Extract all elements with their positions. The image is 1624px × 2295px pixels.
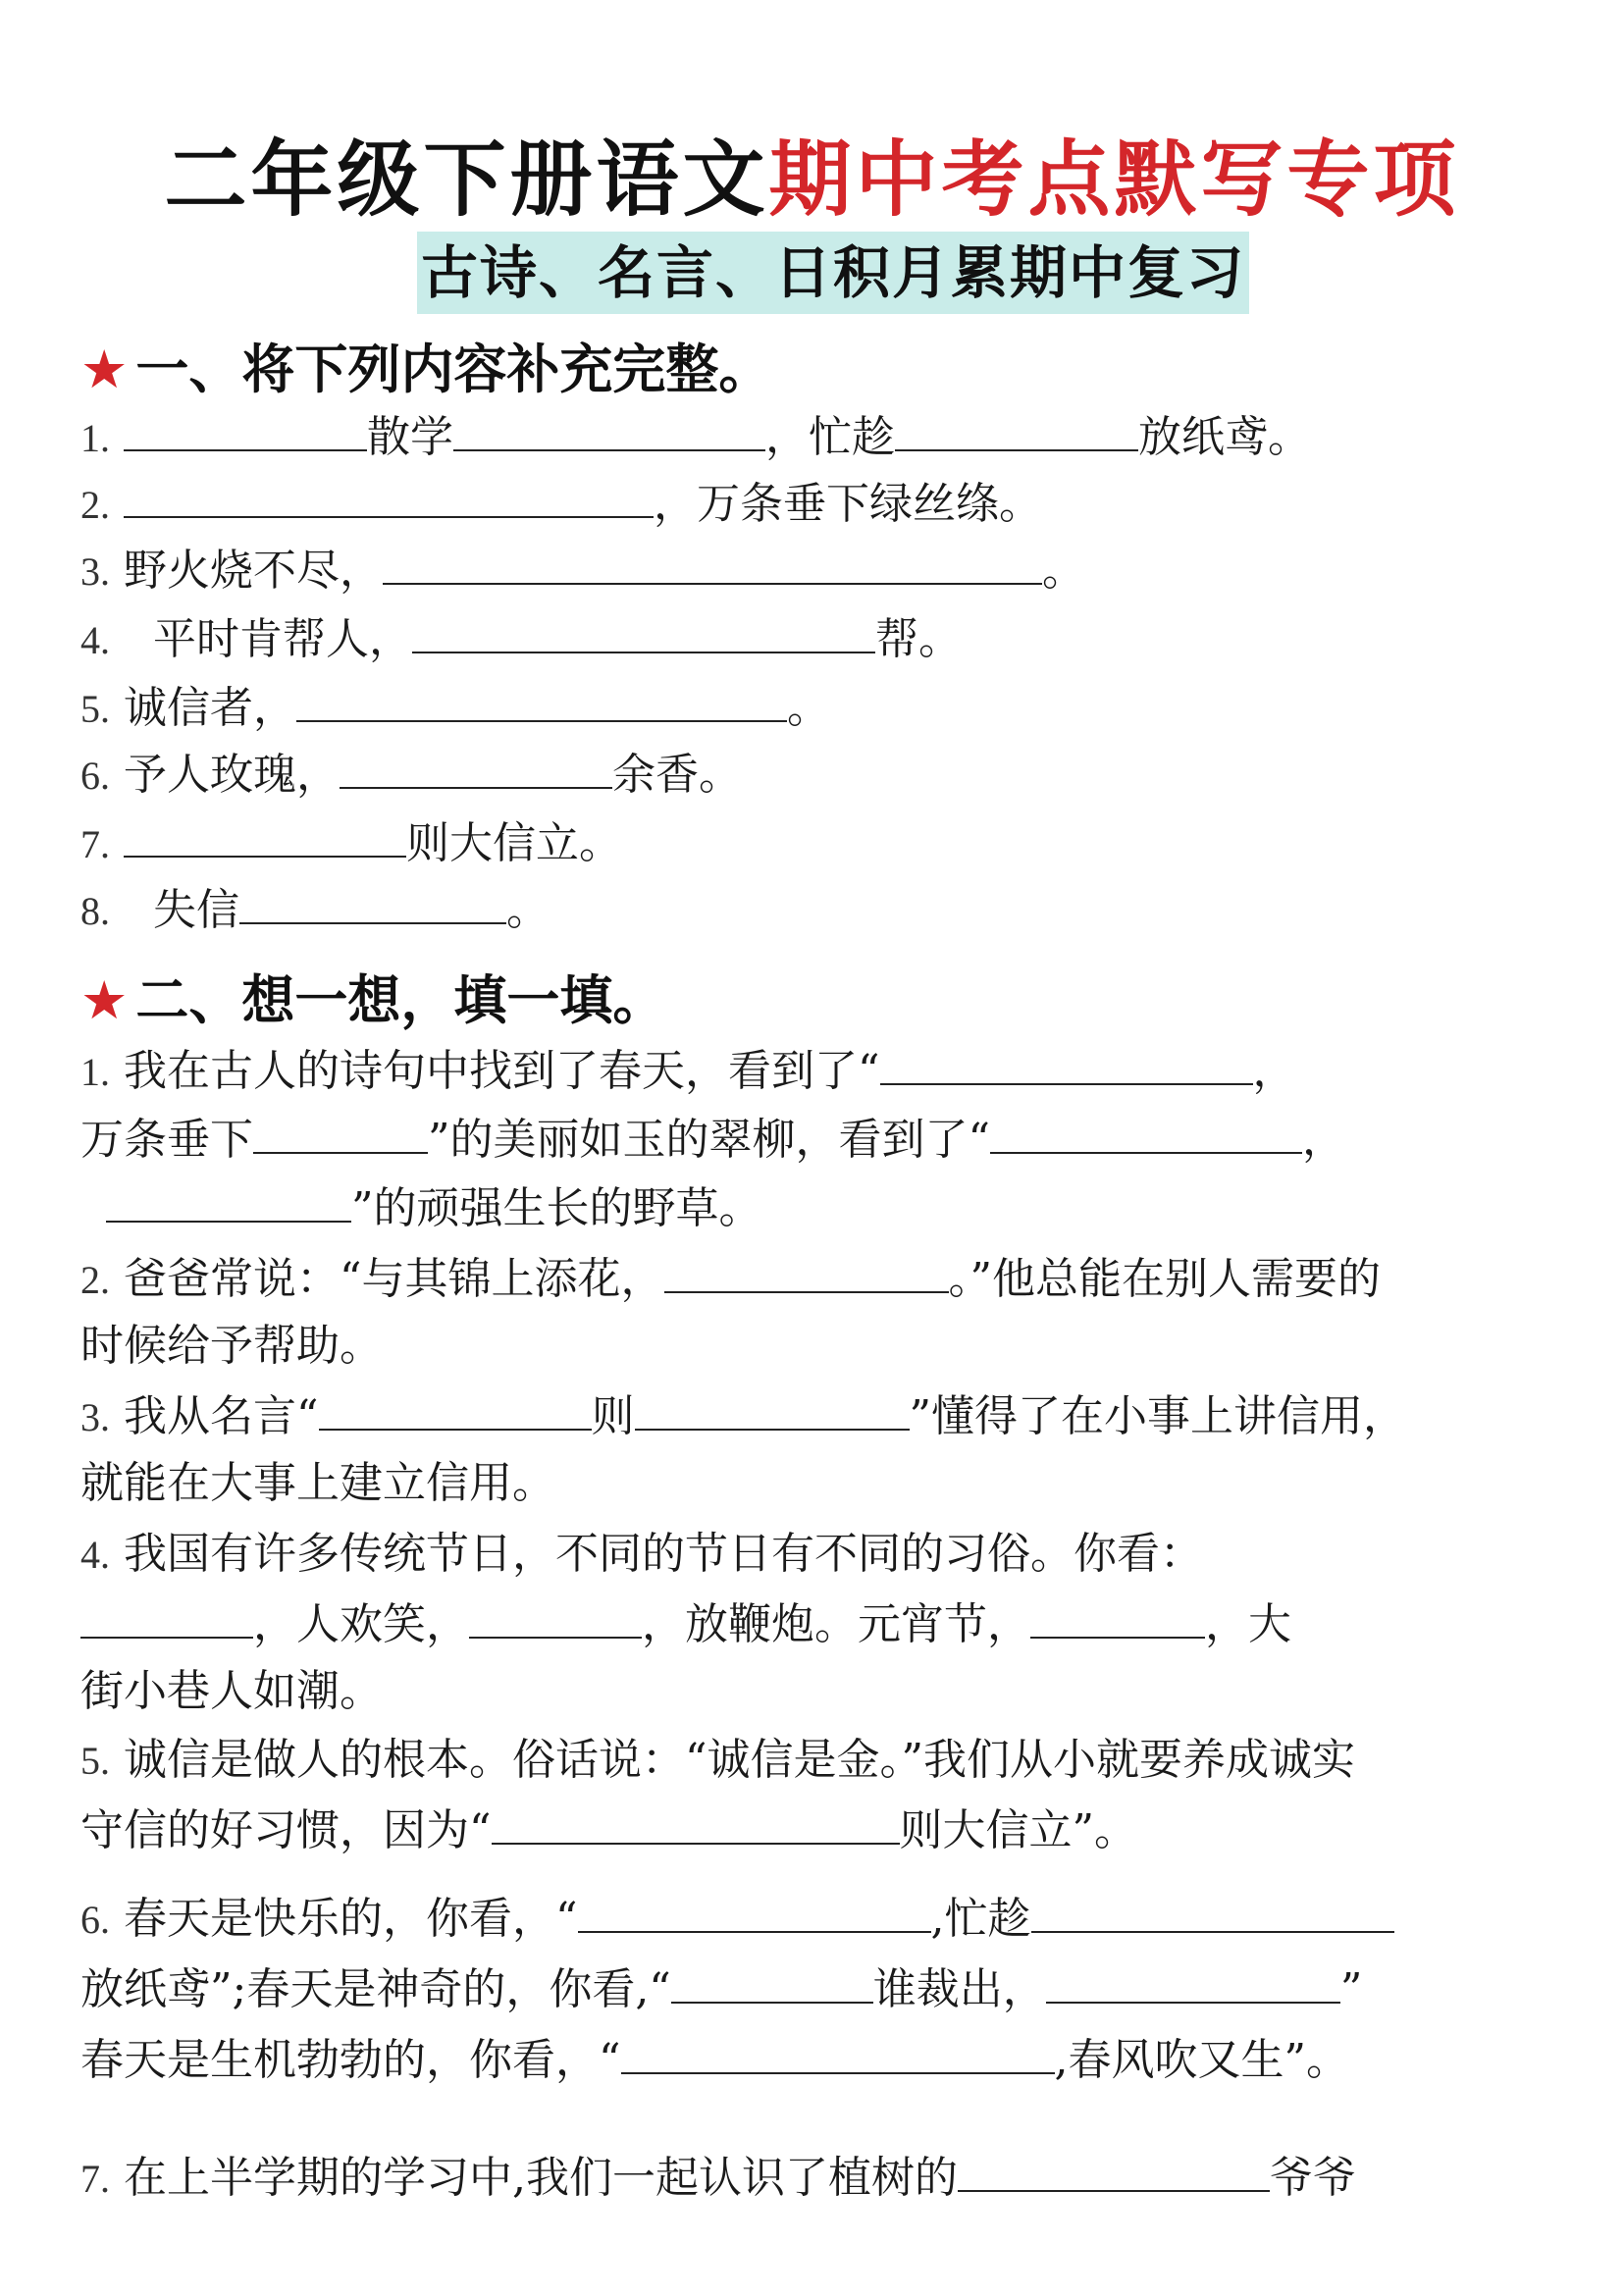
- s2-q6-line2: [80, 1956, 1362, 2021]
- item-text: ，: [1252, 1046, 1296, 1096]
- item-text: 我国有许多传统节日，不同的节日有不同的习俗。你看：: [124, 1529, 1203, 1579]
- fill-blank[interactable]: [106, 1175, 351, 1223]
- item-text: 。: [1042, 546, 1085, 596]
- item-number: 3.: [80, 549, 110, 594]
- item-text: 街小巷人如潮。: [80, 1666, 383, 1716]
- item-number: 1.: [80, 416, 110, 460]
- item-text: ，忙趁: [765, 412, 895, 462]
- item-text: ，大: [1205, 1599, 1291, 1649]
- title-red: 期中考点默写专项: [768, 131, 1460, 228]
- title-black: 二年级下册语文: [164, 131, 769, 228]
- s1-item-2: [80, 471, 1042, 537]
- item-text: 则: [591, 1391, 635, 1441]
- s2-q7-line1: [80, 2145, 1356, 2211]
- item-text: 春天是快乐的，你看，“: [124, 1894, 578, 1944]
- item-text: 春天是生机勃勃的，你看，“: [80, 2035, 621, 2085]
- fill-blank[interactable]: [319, 1383, 592, 1431]
- item-text: 我在古人的诗句中找到了春天，看到了“: [124, 1046, 880, 1096]
- item-number: 2.: [80, 483, 110, 527]
- worksheet-subtitle: 古诗、名言、日积月累期中复习: [417, 232, 1249, 314]
- fill-blank[interactable]: [671, 1956, 873, 2004]
- item-text: ,忙趁: [930, 1894, 1031, 1944]
- s2-q6-line1: [80, 1886, 1394, 1952]
- item-text: 诚信者，: [124, 683, 296, 733]
- item-text: 放纸鸢。: [1138, 412, 1311, 462]
- item-text: ,春风吹又生”。: [1054, 2035, 1349, 2085]
- fill-blank[interactable]: [621, 2027, 1055, 2074]
- fill-blank[interactable]: [239, 877, 506, 924]
- item-number: 4.: [80, 618, 110, 662]
- fill-blank[interactable]: [880, 1038, 1253, 1085]
- s1-item-7: [80, 810, 622, 876]
- item-number: 8.: [80, 889, 110, 933]
- item-number: 1.: [80, 1050, 110, 1094]
- item-text: 失信: [153, 885, 239, 935]
- item-text: 平时肯帮人，: [153, 614, 412, 664]
- fill-blank[interactable]: [340, 742, 612, 789]
- fill-blank[interactable]: [253, 1107, 428, 1154]
- item-text: 。: [787, 683, 830, 733]
- section2-title: 二、想一想，填一填。: [135, 969, 666, 1031]
- section1-heading: [80, 336, 771, 404]
- s2-q3-line1: [80, 1383, 1406, 1449]
- s2-q4-line1: [80, 1523, 1203, 1587]
- s1-item-4: [80, 606, 962, 672]
- item-number: 5.: [80, 1739, 110, 1783]
- item-text: ”: [1339, 1964, 1363, 2014]
- item-text: 帮。: [875, 614, 962, 664]
- item-text: 。: [506, 885, 550, 935]
- item-number: 6.: [80, 754, 110, 798]
- fill-blank[interactable]: [578, 1886, 931, 1933]
- item-text: ，人欢笑，: [253, 1599, 469, 1649]
- item-number: 7.: [80, 2157, 110, 2201]
- fill-blank[interactable]: [635, 1383, 910, 1431]
- fill-blank[interactable]: [1030, 1591, 1205, 1639]
- item-number: 4.: [80, 1533, 110, 1577]
- s2-q5-line1: [80, 1729, 1355, 1793]
- section1-title: 一、将下列内容补充完整。: [135, 339, 772, 400]
- item-text: 就能在大事上建立信用。: [80, 1458, 555, 1508]
- item-text: ”懂得了在小事上讲信用，: [909, 1391, 1406, 1441]
- fill-blank[interactable]: [80, 1591, 253, 1639]
- item-number: 2.: [80, 1258, 110, 1302]
- star-icon: ★: [80, 339, 129, 400]
- item-text: ”的顽强生长的野草。: [351, 1183, 762, 1233]
- item-text: 放纸鸢”;春天是神奇的，你看,“: [80, 1964, 671, 2014]
- s1-item-5: [80, 675, 830, 741]
- s2-q2-line1: [80, 1246, 1381, 1312]
- s1-item-3: [80, 538, 1085, 603]
- fill-blank[interactable]: [124, 810, 406, 858]
- item-number: 5.: [80, 687, 110, 731]
- item-text: 则大信立。: [406, 818, 622, 868]
- item-text: 万条垂下: [80, 1115, 253, 1165]
- item-text: 爷爷: [1270, 2153, 1356, 2203]
- fill-blank[interactable]: [1046, 1956, 1340, 2004]
- item-text: 野火烧不尽，: [124, 546, 383, 596]
- item-text: 则大信立”。: [899, 1805, 1137, 1855]
- item-number: 3.: [80, 1395, 110, 1439]
- fill-blank[interactable]: [124, 404, 367, 451]
- s2-q6-line3: [80, 2027, 1349, 2092]
- fill-blank[interactable]: [124, 471, 654, 518]
- item-text: 。”他总能在别人需要的: [948, 1254, 1381, 1304]
- item-text: 时候给予帮助。: [80, 1321, 383, 1371]
- fill-blank[interactable]: [958, 2145, 1270, 2192]
- item-number: 7.: [80, 822, 110, 866]
- item-text: 谁裁出，: [872, 1964, 1046, 2014]
- fill-blank[interactable]: [492, 1798, 900, 1845]
- item-text: 爸爸常说：“与其锦上添花，: [124, 1254, 664, 1304]
- fill-blank[interactable]: [412, 606, 875, 653]
- item-text: ，: [1302, 1115, 1345, 1165]
- s2-q1-line2: [80, 1107, 1345, 1172]
- s2-q3-line2: [80, 1452, 555, 1515]
- s2-q1-line1: [80, 1038, 1296, 1104]
- s2-q4-line3: [80, 1660, 383, 1723]
- item-number: 6.: [80, 1898, 110, 1942]
- s2-q4-line2: [80, 1591, 1291, 1656]
- item-text: ，放鞭炮。元宵节，: [642, 1599, 1030, 1649]
- s2-q5-line2: [80, 1798, 1137, 1862]
- item-text: ”的美丽如玉的翠柳，看到了“: [428, 1115, 990, 1165]
- worksheet-title: [0, 126, 1624, 234]
- item-text: 在上半学期的学习中,我们一起认识了植树的: [124, 2153, 958, 2203]
- item-text: 诚信是做人的根本。俗话说：“诚信是金。”我们从小就要养成诚实: [124, 1735, 1355, 1785]
- fill-blank[interactable]: [895, 404, 1138, 451]
- s1-item-8: [80, 877, 550, 943]
- fill-blank[interactable]: [1031, 1886, 1394, 1933]
- item-text: 余香。: [612, 750, 742, 800]
- item-text: 散学: [367, 412, 453, 462]
- fill-blank[interactable]: [296, 675, 787, 722]
- item-text: 予人玫瑰，: [124, 750, 340, 800]
- s1-item-6: [80, 742, 742, 808]
- item-text: ，万条垂下绿丝绦。: [654, 479, 1042, 529]
- s2-q1-line3: [106, 1175, 762, 1240]
- section2-heading: [80, 966, 665, 1035]
- item-text: 我从名言“: [124, 1391, 319, 1441]
- star-icon: ★: [80, 969, 129, 1031]
- fill-blank[interactable]: [383, 538, 1042, 585]
- fill-blank[interactable]: [469, 1591, 642, 1639]
- item-text: 守信的好习惯，因为“: [80, 1805, 492, 1855]
- fill-blank[interactable]: [664, 1246, 949, 1293]
- s1-item-1: [80, 404, 1311, 470]
- fill-blank[interactable]: [990, 1107, 1302, 1154]
- s2-q2-line2: [80, 1315, 383, 1378]
- fill-blank[interactable]: [453, 404, 765, 451]
